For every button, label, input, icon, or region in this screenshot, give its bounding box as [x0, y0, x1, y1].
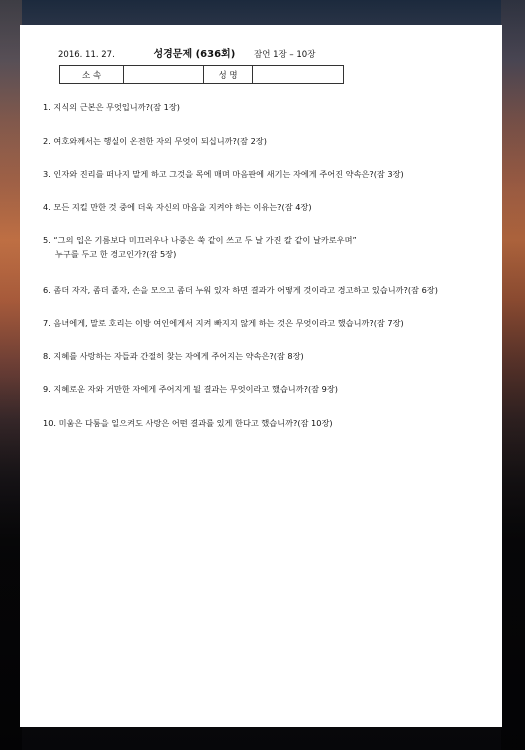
- worksheet-page: [20, 25, 502, 727]
- question-9: 9. 지혜로운 자와 거만한 자에게 주어지게 될 결과는 무엇이라고 했습니까?(잠 9장): [43, 384, 338, 394]
- name-field[interactable]: [253, 66, 344, 84]
- background-sky-left: [0, 0, 22, 750]
- header-date: 2016. 11. 27.: [58, 50, 115, 60]
- name-label: 성 명: [204, 66, 253, 84]
- question-4: 4. 모든 지킬 만한 것 중에 더욱 자신의 마음을 지켜야 하는 이유는?(잠 4장): [43, 202, 312, 212]
- info-table: [59, 65, 344, 84]
- worksheet-header: [58, 45, 321, 60]
- header-scope: 잠언 1장 – 10장: [253, 50, 316, 60]
- question-3: 3. 인자와 진리를 떠나지 말게 하고 그것을 목에 매며 마음판에 새기는 자에게 주어진 약속은?(잠 3장): [43, 169, 404, 179]
- question-7: 7. 음녀에게, 말로 호리는 이방 여인에게서 지켜 빠지지 않게 하는 것은 무엇이라고 했습니까?(잠 7장): [43, 318, 404, 328]
- worksheet-title: 성경문제 (636회): [153, 49, 236, 60]
- affiliation-field[interactable]: [124, 66, 204, 84]
- background-sky-right: [501, 0, 525, 750]
- question-6: 6. 좀더 자자, 좀더 졸자, 손을 모으고 좀더 누워 있자 하면 결과가 어떻게 것이라고 경고하고 있습니까?(잠 6장): [43, 285, 438, 295]
- question-2: 2. 여호와께서는 행실이 온전한 자의 무엇이 되십니까?(잠 2장): [43, 136, 267, 146]
- question-10: 10. 미움은 다툼을 일으켜도 사랑은 어떤 결과를 있게 한다고 했습니까?(잠 10장): [43, 418, 333, 428]
- question-8: 8. 지혜를 사랑하는 자들과 간절히 찾는 자에게 주어지는 약속은?(잠 8장): [43, 351, 304, 361]
- question-5: 5. “그의 입은 기름보다 미끄러우나 나중은 쑥 같이 쓰고 두 날 가진 칼 같이 날카로우며” 누구를 두고 한 경고인가?(잠 5장): [43, 235, 357, 259]
- affiliation-label: 소 속: [60, 66, 124, 84]
- question-1: 1. 지식의 근본은 무엇입니까?(잠 1장): [43, 102, 180, 112]
